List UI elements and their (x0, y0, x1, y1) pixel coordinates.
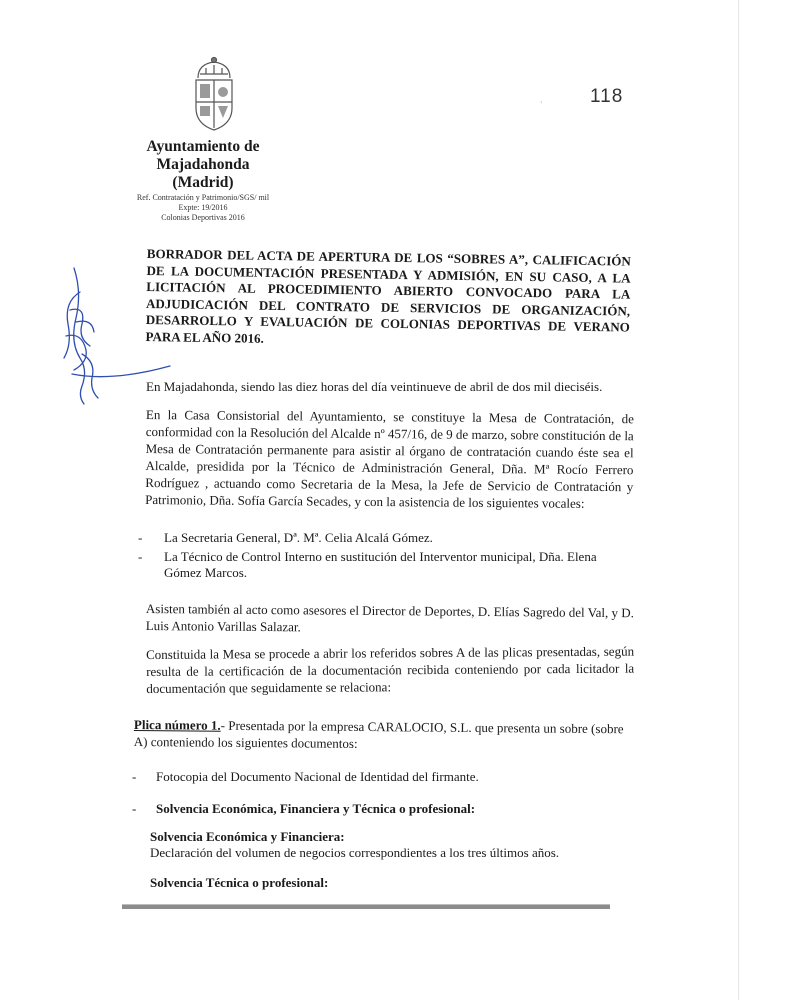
solvencia-tecnica-heading: Solvencia Técnica o profesional: (150, 875, 329, 890)
solvencia-economica-text: Declaración del volumen de negocios correspondientes a los tres últimos años. (150, 845, 560, 860)
scan-edge (738, 0, 739, 1000)
document-item-text: Solvencia Económica, Financiera y Técnica o profesional: (156, 801, 476, 816)
page-divider (122, 904, 610, 909)
reference-line: Expte: 19/2016 (178, 203, 228, 212)
mesa-paragraph: En la Casa Consistorial del Ayuntamiento, se constituye la Mesa de Contratación, de conformidad con la Resolución del Alcalde nº 457/16, de 9 de marzo, sobre constitución de la Mesa de Contratación permanente para asistir al órgano de contratación cuando éste sea el Alcalde, presidida por la Técnico de Administración General, Dña. Mª Rocío Ferrero Rodríguez , actuando como Secretaria de la Mesa, la Jefe de Servicio de Contratación y Patrimonio, Dña. Sofía García Secades, y con la asistencia de los siguientes vocales: (145, 406, 634, 511)
document-title: BORRADOR DEL ACTA DE APERTURA DE LOS “SOBRES A”, CALIFICACIÓN DE LA DOCUMENTACIÓN PRESENTADA Y ADMISIÓN, EN SU CASO, A LA LICITACIÓN AL PROCEDIMIENTO ABIERTO CONVOCADO PARA LA ADJUDICACIÓN DEL CONTRATO DE SERVICIOS DE ORGANIZACIÓN, DESARROLLO Y EVALUACIÓN DE COLONIAS DEPORTIVAS DE VERANO PARA EL AÑO 2016. (145, 246, 631, 346)
solvencia-economica-heading: Solvencia Económica y Financiera: (150, 829, 345, 844)
list-item (138, 549, 638, 582)
organization-name-line: Ayuntamiento de (146, 138, 260, 155)
constituida-paragraph: Constituida la Mesa se procede a abrir los referidos sobres A de las plicas presentadas, según resulta de la certificación de la documentación recibida conteniendo por cada licitador la documentación que seguidamente se relaciona: (146, 643, 635, 696)
list-dash: - (138, 548, 143, 564)
reference-line: Colonias Deportivas 2016 (161, 213, 245, 222)
asisten-paragraph: Asisten también al acto como asesores el Director de Deportes, D. Elías Sagredo del Val, y D. Luis Antonio Varillas Salazar. (145, 600, 634, 635)
reference-line: Ref. Contratación y Patrimonio/SGS/ mil (136, 193, 270, 202)
document-item-text: Fotocopia del Documento Nacional de Identidad del firmante. (156, 769, 479, 784)
plica-paragraph (134, 716, 634, 754)
list-item (132, 768, 632, 785)
coat-of-arms-icon (186, 54, 242, 134)
page-number: 118 (590, 86, 624, 107)
list-item (138, 530, 638, 547)
list-dash: - (132, 801, 137, 816)
date-paragraph: En Majadahonda, siendo las diez horas del día veintinueve de abril de dos mil dieciséis. (146, 379, 603, 394)
plica-label: Plica número 1. (133, 716, 221, 733)
organization-name-line: Majadahonda (156, 156, 250, 173)
stray-mark: · (540, 98, 543, 107)
list-dash: - (132, 769, 137, 784)
vocales-list (138, 530, 638, 584)
list-item (132, 800, 632, 817)
plica-text: - Presentada por la empresa CARALOCIO, S.L. que presenta un sobre (sobre A) conteniendo los siguientes documentos: (133, 717, 624, 751)
vocal-text: La Técnico de Control Interno en sustitución del Interventor municipal, Dña. Elena Gómez Marcos. (164, 548, 597, 580)
organization-name-line: (Madrid) (172, 174, 234, 191)
list-dash: - (138, 530, 143, 545)
vocal-text: La Secretaria General, Dª. Mª. Celia Alcalá Gómez. (164, 530, 433, 545)
